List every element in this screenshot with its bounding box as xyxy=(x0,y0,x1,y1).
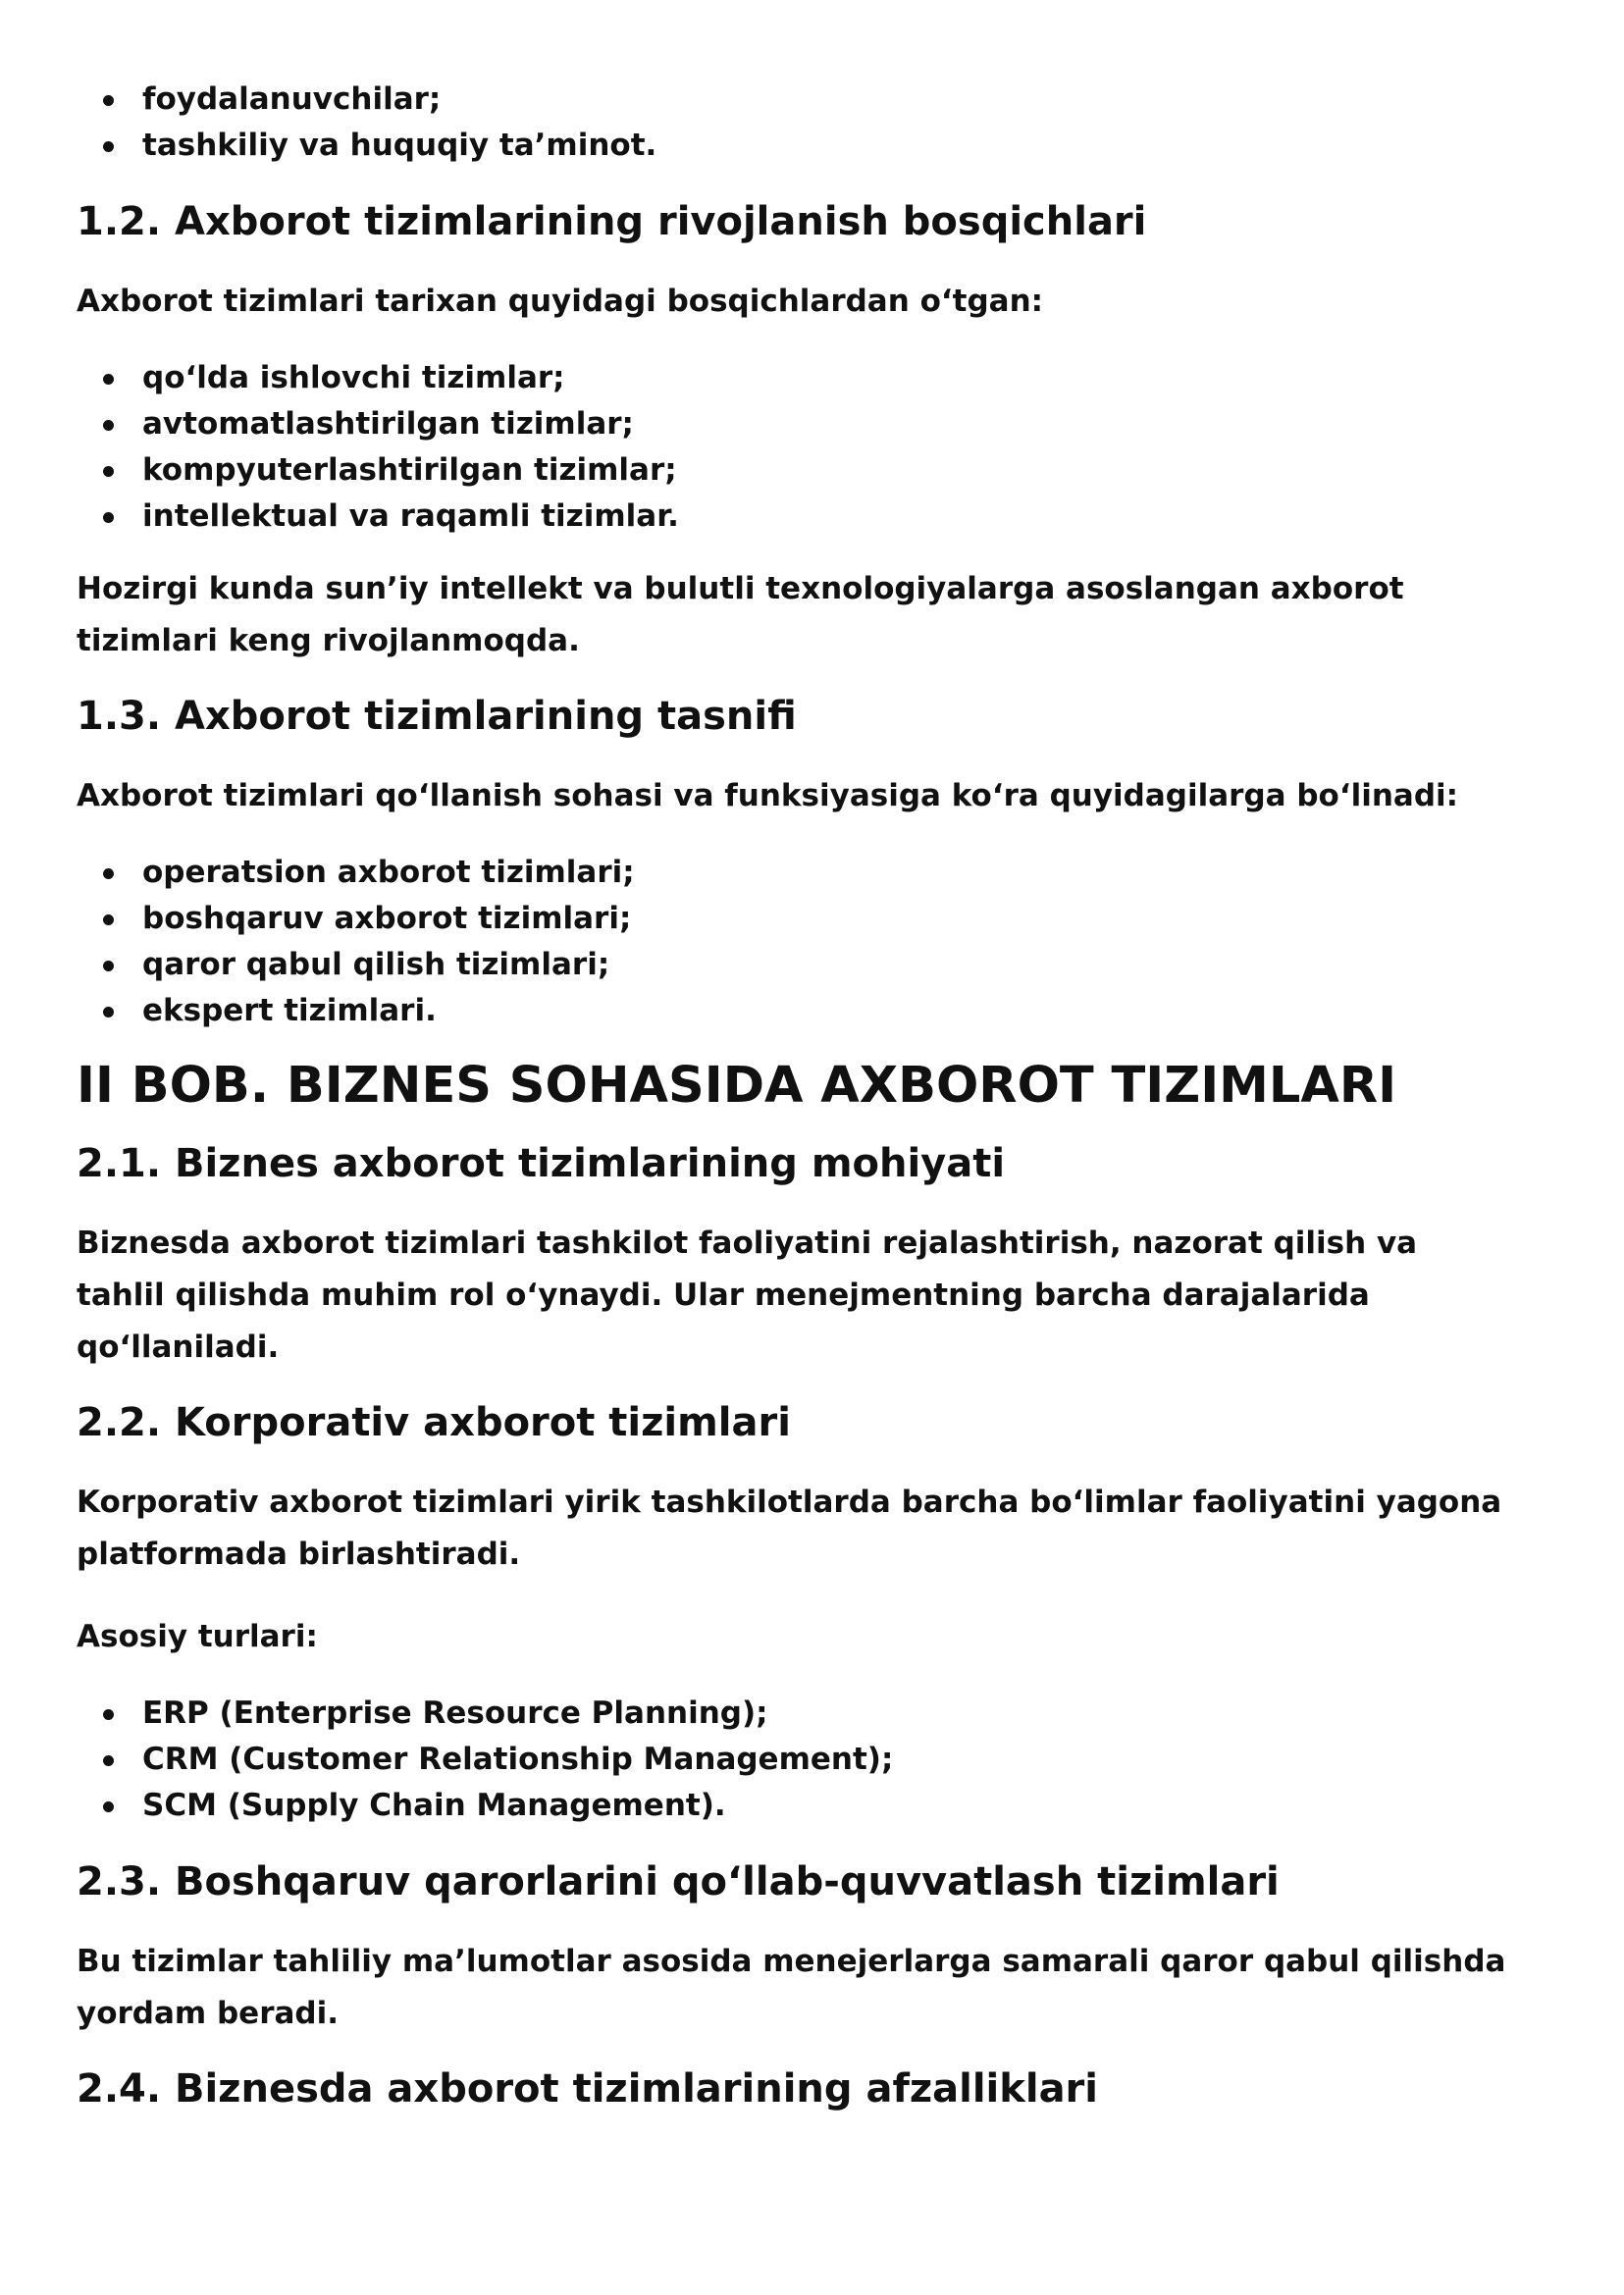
paragraph-1-2-after: Hozirgi kunda sun’iy intellekt va bulutli texnologiyalarga asoslangan axborot tizimlari keng rivojlanmoqda. xyxy=(77,571,1404,658)
list-item: ERP (Enterprise Resource Planning); xyxy=(77,1691,1506,1737)
paragraph-2-3: Bu tizimlar tahliliy ma’lumotlar asosida menejerlarga samarali qaror qabul qilishda yordam beradi. xyxy=(77,1944,1506,2031)
list-item: tashkiliy va huquqiy ta’minot. xyxy=(77,123,1506,169)
paragraph-1-2-intro: Axborot tizimlari tarixan quyidagi bosqichlardan o‘tgan: xyxy=(77,284,1044,319)
bullet-list-1-3 xyxy=(77,850,1506,1034)
list-item: intellektual va raqamli tizimlar. xyxy=(77,494,1506,540)
paragraph-2-1: Biznesda axborot tizimlari tashkilot faoliyatini rejalashtirish, nazorat qilish va tahlil qilishda muhim rol o‘ynaydi. Ular menejmentning barcha darajalarida qo‘llaniladi. xyxy=(77,1226,1418,1365)
section-heading-2-2: 2.2. Korporativ axborot tizimlari xyxy=(77,1400,791,1445)
bullet-list-top xyxy=(77,77,1506,169)
list-item: SCM (Supply Chain Management). xyxy=(77,1783,1506,1829)
list-item: boshqaruv axborot tizimlari; xyxy=(77,896,1506,942)
list-item: avtomatlashtirilgan tizimlar; xyxy=(77,401,1506,447)
list-item: CRM (Customer Relationship Management); xyxy=(77,1737,1506,1783)
list-item: qo‘lda ishlovchi tizimlar; xyxy=(77,355,1506,401)
section-heading-1-2: 1.2. Axborot tizimlarining rivojlanish bosqichlari xyxy=(77,199,1147,244)
paragraph-2-2: Korporativ axborot tizimlari yirik tashkilotlarda barcha bo‘limlar faoliyatini yagona platformada birlashtiradi. xyxy=(77,1485,1502,1572)
bullet-list-1-2 xyxy=(77,355,1506,540)
list-item: kompyuterlashtirilgan tizimlar; xyxy=(77,447,1506,494)
list-item: foydalanuvchilar; xyxy=(77,77,1506,123)
list-item: qaror qabul qilish tizimlari; xyxy=(77,942,1506,988)
section-heading-2-3: 2.3. Boshqaruv qarorlarini qo‘llab-quvvatlash tizimlari xyxy=(77,1859,1280,1904)
paragraph-2-2-types-label: Asosiy turlari: xyxy=(77,1619,318,1654)
list-item: ekspert tizimlari. xyxy=(77,988,1506,1034)
section-heading-2-4: 2.4. Biznesda axborot tizimlarining afzalliklari xyxy=(77,2066,1098,2112)
section-heading-1-3: 1.3. Axborot tizimlarining tasnifi xyxy=(77,694,797,739)
bullet-list-2-2 xyxy=(77,1691,1506,1829)
chapter-heading-2: II BOB. BIZNES SOHASIDA AXBOROT TIZIMLARI xyxy=(77,1057,1397,1115)
paragraph-1-3-intro: Axborot tizimlari qo‘llanish sohasi va funksiyasiga ko‘ra quyidagilarga bo‘linadi: xyxy=(77,778,1459,813)
section-heading-2-1: 2.1. Biznes axborot tizimlarining mohiyati xyxy=(77,1141,1006,1186)
list-item: operatsion axborot tizimlari; xyxy=(77,850,1506,896)
